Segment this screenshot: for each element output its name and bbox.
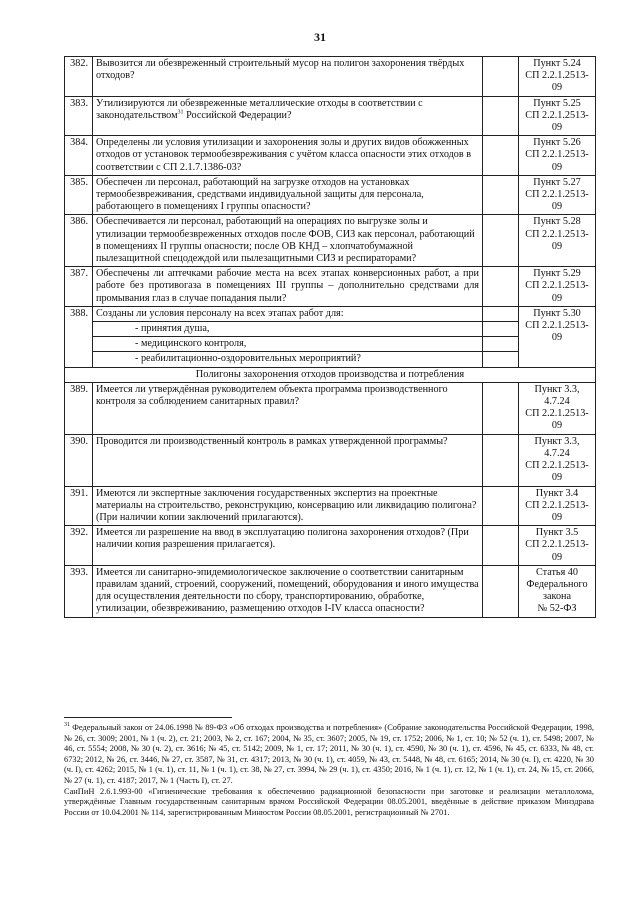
- reference-line: Пункт 5.25: [533, 97, 581, 109]
- answer-cell: [483, 526, 519, 566]
- row-question: Имеется ли разрешение на ввод в эксплуатацию полигона захоронения отходов? (При наличии копия разрешения прилагается).: [93, 526, 483, 566]
- section-header-row: [65, 367, 596, 382]
- row-question: [93, 96, 483, 136]
- footnote-marker: 31: [64, 722, 70, 729]
- question-text: Утилизируются ли обезвреженные металлические отходы в соответствии с законодательством: [96, 97, 423, 121]
- row-reference: [519, 486, 596, 526]
- footnotes: [64, 723, 594, 818]
- reference-line: СП 2.2.1.2513-09: [525, 70, 589, 94]
- answer-cell: [483, 175, 519, 215]
- row-number: 388.: [65, 306, 93, 367]
- reference-line: Пункт 5.29: [533, 268, 581, 280]
- row-number: 389.: [65, 382, 93, 434]
- row-number: 384.: [65, 136, 93, 176]
- footnote-text: Федеральный закон от 24.06.1998 № 89-ФЗ «Об отходах производства и потребления» (Собрание законодательства Российской Федерации, 1998, № 26, ст. 3009; 2001, № 1 (ч. 2), ст. 21; 2003, № 2, ст. 167; 2004, № 35, ст. 3607; 2005, № 19, ст. 1752; 2006, № 1, ст. 10; № 52 (ч. 1), ст. 5498; 2007, № 46, ст. 5554; 2008, № 30 (ч. 2), ст. 3616; № 45, ст. 5142; 2009, № 1, ст. 17; 2011, № 30 (ч. 1), ст. 4590, № 30 (ч. 1), ст. 4596, № 45, ст. 6333, № 48, ст. 6732; 2012, № 26, ст. 3446, № 27, ст. 3587, № 31, ст. 4317; 2013, № 30 (ч. 1), ст. 4059, № 43, ст. 5448, № 48, ст. 6165; 2014, № 30 (ч. I), ст. 4220, № 30 (ч. I), ст. 4262; 2015, № 1 (ч. 1), ст. 11, № 1 (ч. 1), ст. 38, № 27, ст. 3994, № 29 (ч. 1), ст. 4350; 2016, № 1 (ч. 1), ст. 12, № 1 (ч. 1), ст. 24, № 15, ст. 2066, № 27 (ч. 1), ст. 4187; 2017, № 1 (Часть I), ст. 27.: [64, 723, 594, 785]
- row-reference: [519, 96, 596, 136]
- reference-line: Пункт 3.4: [535, 487, 579, 499]
- row-question: Обеспечены ли аптечками рабочие места на всех этапах конверсионных работ, а при работе без противогаза в помещениях III группы – дополнительно средствами для промывания глаз в случае попадания пыли?: [93, 267, 483, 307]
- reference-line: СП 2.2.1.2513-09: [525, 539, 589, 563]
- answer-cell: [483, 337, 519, 352]
- row-question: Обеспечивается ли персонал, работающий на операциях по выгрузке золы и утилизации термообезвреженных отходов после ФОВ, СИЗ как персонал, работающий в помещениях II группы опасности; после ОВ КНД – хлопчатобумажной пылезащитной спецодеждой или пылезащитными СИЗ и респираторами?: [93, 215, 483, 267]
- table-row: [65, 57, 596, 97]
- row-reference: [519, 136, 596, 176]
- table-row: [65, 96, 596, 136]
- row-number: 392.: [65, 526, 93, 566]
- answer-cell: [483, 306, 519, 321]
- table-row: [65, 215, 596, 267]
- reference-line: СП 2.2.1.2513-09: [525, 228, 589, 252]
- question-text: Российской Федерации?: [183, 109, 292, 121]
- footnote-31: [64, 723, 594, 787]
- answer-cell: [483, 215, 519, 267]
- answer-cell: [483, 57, 519, 97]
- table-row: [65, 434, 596, 486]
- reference-line: СП 2.2.1.2513-09: [525, 460, 589, 484]
- reference-line: Пункт 3.5: [535, 527, 579, 539]
- reference-line: СП 2.2.1.2513-09: [525, 189, 589, 213]
- row-question: Обеспечен ли персонал, работающий на загрузке отходов на установках термообезвреживания, средствами индивидуальной защиты для персонала, работающего в помещениях I группы опасности?: [93, 175, 483, 215]
- answer-cell: [483, 136, 519, 176]
- row-question: Имеется ли утверждённая руководителем объекта программа производственного контроля за соблюдением санитарных правил?: [93, 382, 483, 434]
- footnote-divider: [64, 717, 232, 718]
- table-row: [65, 267, 596, 307]
- reference-line: Федерального закона: [526, 578, 588, 603]
- table-row: [65, 175, 596, 215]
- table-row: [65, 306, 596, 321]
- page-number: 31: [314, 30, 326, 44]
- reference-line: СП 2.2.1.2513-09: [525, 499, 589, 523]
- table-subrow: [65, 337, 596, 352]
- reference-line: Пункт 5.27: [533, 176, 581, 188]
- reference-line: СП 2.2.1.2513-09: [525, 280, 589, 304]
- row-reference: [519, 526, 596, 566]
- row-number: 382.: [65, 57, 93, 97]
- section-title: Полигоны захоронения отходов производства и потребления: [65, 367, 596, 382]
- footnote-marker: 31: [177, 109, 184, 116]
- reference-line: Статья 40: [535, 566, 578, 578]
- row-number: 386.: [65, 215, 93, 267]
- row-question: Проводится ли производственный контроль в рамках утвержденной программы?: [93, 434, 483, 486]
- sub-item: - реабилитационно-оздоровительных мероприятий?: [93, 352, 483, 367]
- reference-line: СП 2.2.1.2513-09: [525, 408, 589, 432]
- reference-line: СП 2.2.1.2513-09: [525, 320, 589, 344]
- reference-line: № 52-ФЗ: [537, 603, 577, 615]
- row-question: Созданы ли условия персоналу на всех этапах работ для:: [93, 306, 483, 321]
- table-row: [65, 486, 596, 526]
- reference-line: Пункт 5.26: [533, 137, 581, 149]
- row-reference: [519, 565, 596, 617]
- row-number: 383.: [65, 96, 93, 136]
- row-reference: [519, 434, 596, 486]
- row-number: 387.: [65, 267, 93, 307]
- reference-line: СП 2.2.1.2513-09: [525, 109, 589, 134]
- reference-line: Пункт 5.28: [533, 216, 581, 228]
- row-question: Вывозится ли обезвреженный строительный мусор на полигон захоронения твёрдых отходов?: [93, 57, 483, 97]
- row-reference: [519, 382, 596, 434]
- answer-cell: [483, 322, 519, 337]
- row-reference: [519, 57, 596, 97]
- reference-line: Пункт 5.24: [533, 58, 581, 69]
- table-row: [65, 136, 596, 176]
- reference-line: Пункт 3.3, 4.7.24: [534, 435, 580, 459]
- row-reference: [519, 306, 596, 367]
- reference-line: Пункт 3.3, 4.7.24: [534, 383, 580, 408]
- row-reference: [519, 175, 596, 215]
- row-question: Определены ли условия утилизации и захоронения золы и других видов обожженных отходов от установок термообезвреживания с учётом класса опасности этих отходов в соответствии с СП 2.1.7.1386-03?: [93, 136, 483, 176]
- row-question: Имеется ли санитарно-эпидемиологическое заключение о соответствии санитарным правилам зданий, строений, сооружений, помещений, оборудования и иного имущества для осуществления деятельности по сбору, транспортированию, обработке, утилизации, обезвреживанию, размещению отходов I-IV класса опасности?: [93, 565, 483, 617]
- answer-cell: [483, 382, 519, 434]
- table-subrow: [65, 352, 596, 367]
- footnote-sanpin: СанПиН 2.6.1.993-00 «Гигиенические требования к обеспечению радиационной безопасности при заготовке и реализации металлолома, утверждённые Главным государственным санитарным врачом Российской Федерации 08.05.2001, введённые в действие приказом Минздрава России от 10.04.2001 № 114, зарегистрированным Минюстом России 08.05.2001, регистрационный № 2701.: [64, 786, 594, 817]
- answer-cell: [483, 486, 519, 526]
- row-number: 390.: [65, 434, 93, 486]
- reference-line: СП 2.2.1.2513-09: [525, 149, 589, 173]
- table-row: [65, 565, 596, 617]
- sub-item: - медицинского контроля,: [93, 337, 483, 352]
- table-row: [65, 526, 596, 566]
- answer-cell: [483, 352, 519, 367]
- checklist-table: [64, 56, 596, 618]
- table-subrow: [65, 322, 596, 337]
- answer-cell: [483, 267, 519, 307]
- row-reference: [519, 215, 596, 267]
- row-number: 393.: [65, 565, 93, 617]
- sub-item: - принятия душа,: [93, 322, 483, 337]
- answer-cell: [483, 96, 519, 136]
- table-row: [65, 382, 596, 434]
- row-reference: [519, 267, 596, 307]
- reference-line: Пункт 5.30: [533, 307, 581, 319]
- answer-cell: [483, 565, 519, 617]
- row-question: Имеются ли экспертные заключения государственных экспертиз на проектные материалы на строительство, реконструкцию, консервацию или ликвидацию полигона? (При наличии копии заключений прилагаются).: [93, 486, 483, 526]
- answer-cell: [483, 434, 519, 486]
- row-number: 391.: [65, 486, 93, 526]
- row-number: 385.: [65, 175, 93, 215]
